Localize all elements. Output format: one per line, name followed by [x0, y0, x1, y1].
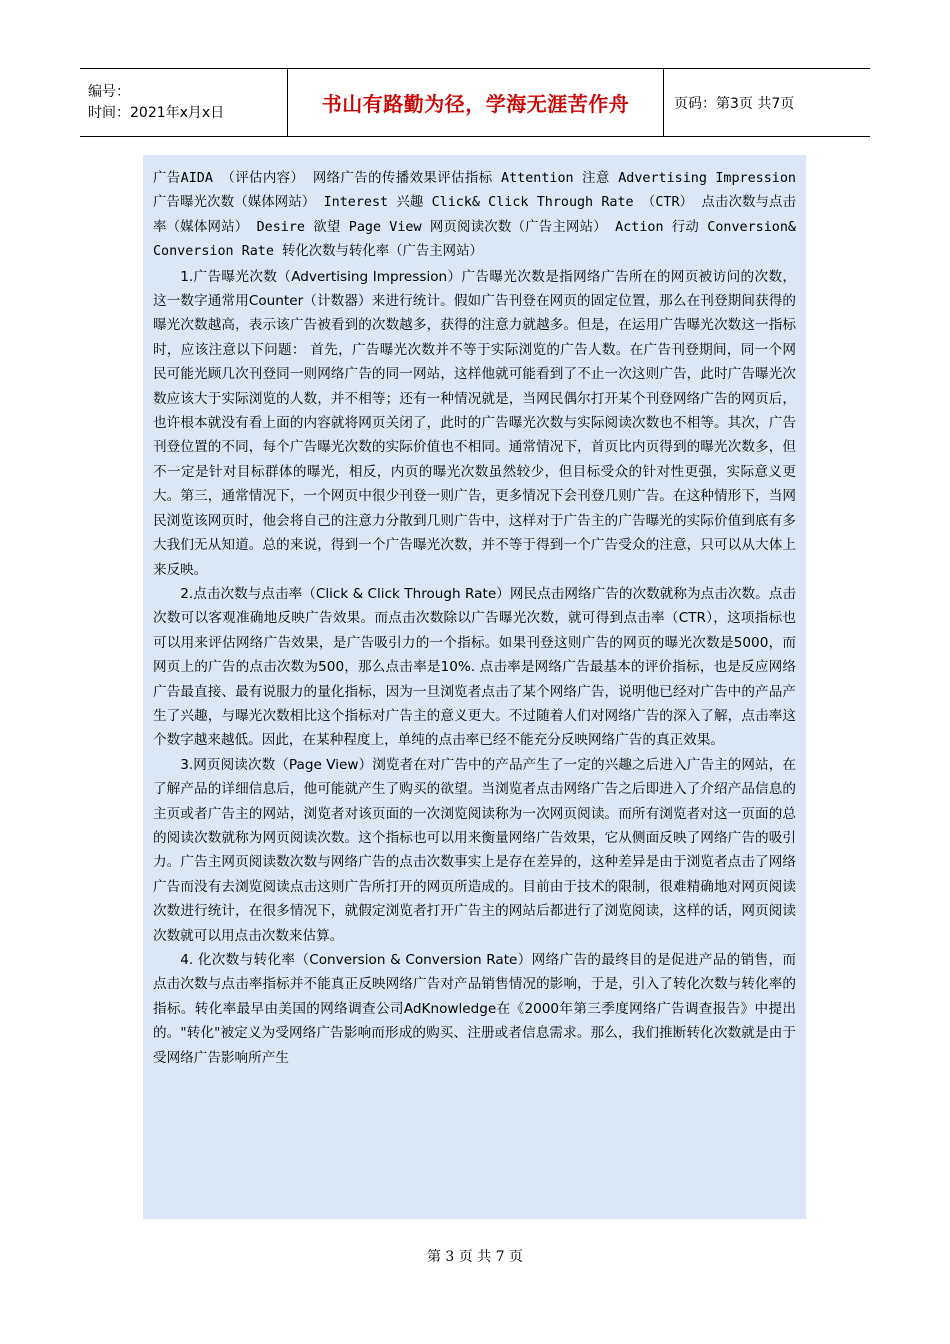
time-label: 时间：2021年x月x日	[88, 104, 225, 121]
page-footer: 第 3 页 共 7 页	[426, 1249, 524, 1265]
paragraph-conversion: 4. 化次数与转化率（Conversion & Conversion Rate）网络广告的最终目的是促进产品的销售，而点击次数与点击率指标并不能真正反映网络广告对产品销售情况的影响，于是，引入了转化次数与转化率的指标。转化率最早由美国的网络调查公司AdKnowledge在《2000年第三季度网络广告调查报告》中提出的。"转化"被定义为受网络广告影响而形成的购买、注册或者信息需求。那么，我们推断转化次数就是由于受网络广告影响所产生	[153, 952, 796, 1066]
header-meta	[80, 69, 288, 136]
header-page-info: 页码：第3页 共7页	[674, 95, 795, 112]
content-block	[143, 155, 806, 1219]
paragraph-impression: 1.广告曝光次数（Advertising Impression）广告曝光次数是指网络广告所在的网页被访问的次数，这一数字通常用Counter（计数器）来进行统计。假如广告刊登在网页的固定位置，那么在刊登期间获得的曝光次数越高，表示该广告被看到的次数越多，获得的注意力就越多。但是，在运用广告曝光次数这一指标时，应该注意以下问题： 首先，广告曝光次数并不等于实际浏览的广告人数。在广告刊登期间，同一个网民可能光顾几次刊登同一则网络广告的同一网站，这样他就可能看到了不止一次这则广告，此时广告曝光次数应该大于实际浏览的人数，并不相等；还有一种情况就是，当网民偶尔打开某个刊登网络广告的网页后，也许根本就没有看上面的内容就将网页关闭了，此时的广告曝光次数与实际阅读次数也不相等。其次，广告刊登位置的不同，每个广告曝光次数的实际价值也不相同。通常情况下，首页比内页得到的曝光次数多，但不一定是针对目标群体的曝光，相反，内页的曝光次数虽然较少，但目标受众的针对性更强，实际意义更大。第三，通常情况下，一个网页中很少刊登一则广告，更多情况下会刊登几则广告。在这种情形下，当网民浏览该网页时，他会将自己的注意力分散到几则广告中，这样对于广告主的广告曝光的实际价值到底有多大我们无从知道。总的来说，得到一个广告曝光次数，并不等于得到一个广告受众的注意，只可以从大体上来反映。	[153, 268, 796, 578]
number-label: 编号：	[88, 83, 130, 100]
paragraph-click: 2.点击次数与点击率（Click & Click Through Rate）网民点击网络广告的次数就称为点击次数。点击次数可以客观准确地反映广告效果。而点击次数除以广告曝光次数，就可得到点击率（CTR），这项指标也可以用来评估网络广告效果，是广告吸引力的一个指标。如果刊登这则广告的网页的曝光次数是5000，而网页上的广告的点击次数为500，那么点击率是10%. 点击率是网络广告最基本的评价指标，也是反应网络广告最直接、最有说服力的量化指标，因为一旦浏览者点击了某个网络广告，说明他已经对广告中的产品产生了兴趣，与曝光次数相比这个指标对广告主的意义更大。不过随着人们对网络广告的深入了解，点击率这个数字越来越低。因此，在某种程度上，单纯的点击率已经不能充分反映网络广告的真正效果。	[153, 585, 796, 749]
header-motto: 书山有路勤为径，学海无涯苦作舟	[288, 69, 664, 136]
header-table	[80, 68, 870, 137]
intro-paragraph: 广告AIDA （评估内容） 网络广告的传播效果评估指标 Attention 注意 Advertising Impression 广告曝光次数（媒体网站） Interest 兴趣 Click& Click Through Rate （CTR） 点击次数与点击率（媒体网站） Desire 欲望 Page View 网页阅读次数（广告主网站） Action 行动 Conversion& Conversion Rate 转化次数与转化率（广告主网站）	[153, 171, 796, 260]
paragraph-page-view: 3.网页阅读次数（Page View）浏览者在对广告中的产品产生了一定的兴趣之后进入广告主的网站，在了解产品的详细信息后，他可能就产生了购买的欲望。当浏览者点击网络广告之后即进入了介绍产品信息的主页或者广告主的网站，浏览者对该页面的一次浏览阅读称为一次网页阅读。而所有浏览者对这一页面的总的阅读次数就称为网页阅读次数。这个指标也可以用来衡量网络广告效果，它从侧面反映了网络广告的吸引力。广告主网页阅读数次数与网络广告的点击次数事实上是存在差异的，这种差异是由于浏览者点击了网络广告而没有去浏览阅读点击这则广告所打开的网页所造成的。目前由于技术的限制，很难精确地对网页阅读次数进行统计，在很多情况下，就假定浏览者打开广告主的网站后都进行了浏览阅读，这样的话，网页阅读次数就可以用点击次数来估算。	[153, 756, 796, 944]
